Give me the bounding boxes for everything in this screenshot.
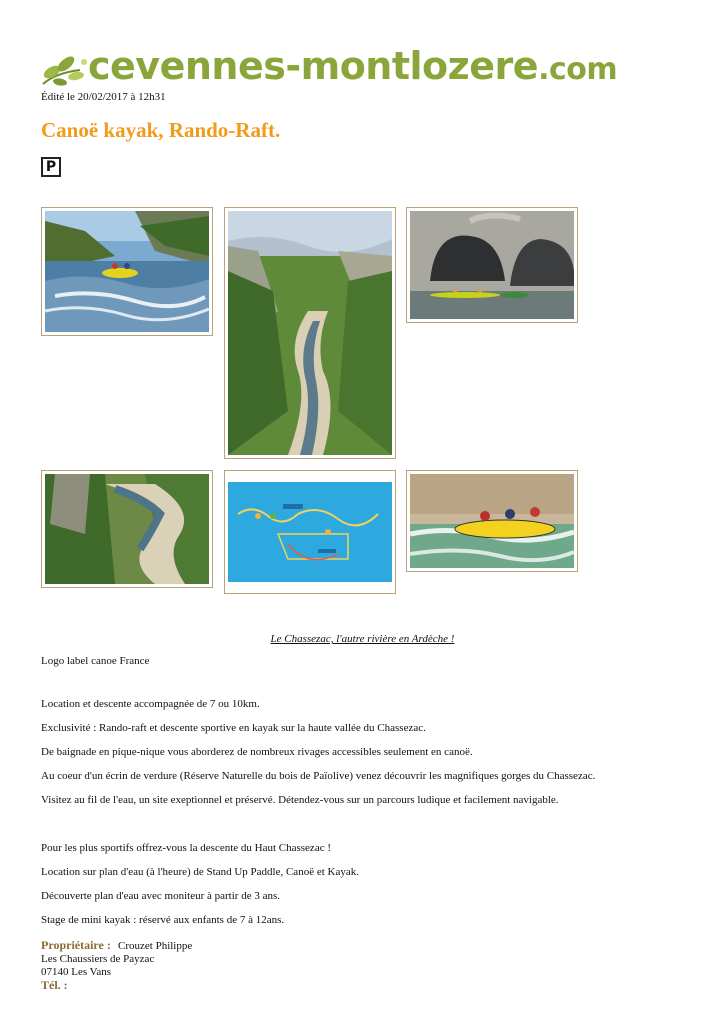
address-line-1: Les Chaussiers de Payzac bbox=[41, 953, 155, 965]
photo-gorge-river-image bbox=[45, 474, 209, 584]
caption bbox=[0, 629, 725, 647]
photo-cave-canoes[interactable] bbox=[406, 207, 578, 323]
paragraph: Découverte plan d'eau avec moniteur à partir de 3 ans. bbox=[41, 890, 280, 902]
photo-route-map[interactable] bbox=[224, 470, 396, 594]
logo-label-text: Logo label canoe France bbox=[41, 655, 150, 667]
photo-gorge-aerial-image bbox=[228, 211, 392, 455]
photo-kayak-rapids-image bbox=[45, 211, 209, 332]
paragraph: Exclusivité : Rando-raft et descente sportive en kayak sur la haute vallée du Chassezac. bbox=[41, 722, 426, 734]
photo-rafting-image bbox=[410, 474, 574, 568]
paragraph: Location sur plan d'eau (à l'heure) de Stand Up Paddle, Canoë et Kayak. bbox=[41, 866, 359, 878]
parking-icon: P bbox=[41, 157, 61, 177]
address-line-2: 07140 Les Vans bbox=[41, 966, 112, 978]
paragraph: Visitez au fil de l'eau, un site exeptionnel et préservé. Détendez-vous sur un parcours ludique et facilement navigable. bbox=[41, 794, 559, 806]
owner-label: Propriétaire : bbox=[41, 938, 111, 952]
photo-route-map-image bbox=[228, 474, 392, 590]
tel-label: Tél. : bbox=[41, 978, 68, 992]
logo-text: cevennes-montlozere.com bbox=[88, 44, 618, 88]
photo-rafting[interactable] bbox=[406, 470, 578, 572]
caption-link[interactable]: Le Chassezac, l'autre rivière en Ardèche ! bbox=[270, 633, 455, 645]
edited-date: Édité le 20/02/2017 à 12h31 bbox=[41, 91, 166, 103]
paragraph: Au coeur d'un écrin de verdure (Réserve Naturelle du bois de Païolive) venez découvrir les magnifiques gorges du Chassezac. bbox=[41, 770, 596, 782]
paragraph: Location et descente accompagnée de 7 ou 10km. bbox=[41, 698, 260, 710]
paragraph: Stage de mini kayak : réservé aux enfants de 7 à 12ans. bbox=[41, 914, 285, 926]
owner-name: Crouzet Philippe bbox=[118, 940, 193, 952]
site-logo[interactable] bbox=[40, 44, 618, 94]
paragraph: Pour les plus sportifs offrez-vous la descente du Haut Chassezac ! bbox=[41, 842, 331, 854]
photo-kayak-rapids[interactable] bbox=[41, 207, 213, 336]
paragraph: De baignade en pique-nique vous aborderez de nombreux rivages accessibles seulement en canoë. bbox=[41, 746, 473, 758]
photo-cave-canoes-image bbox=[410, 211, 574, 319]
photo-gorge-river[interactable] bbox=[41, 470, 213, 588]
photo-gorge-aerial[interactable] bbox=[224, 207, 396, 459]
page-title: Canoë kayak, Rando-Raft. bbox=[41, 118, 281, 142]
leaf-icon bbox=[40, 50, 90, 92]
